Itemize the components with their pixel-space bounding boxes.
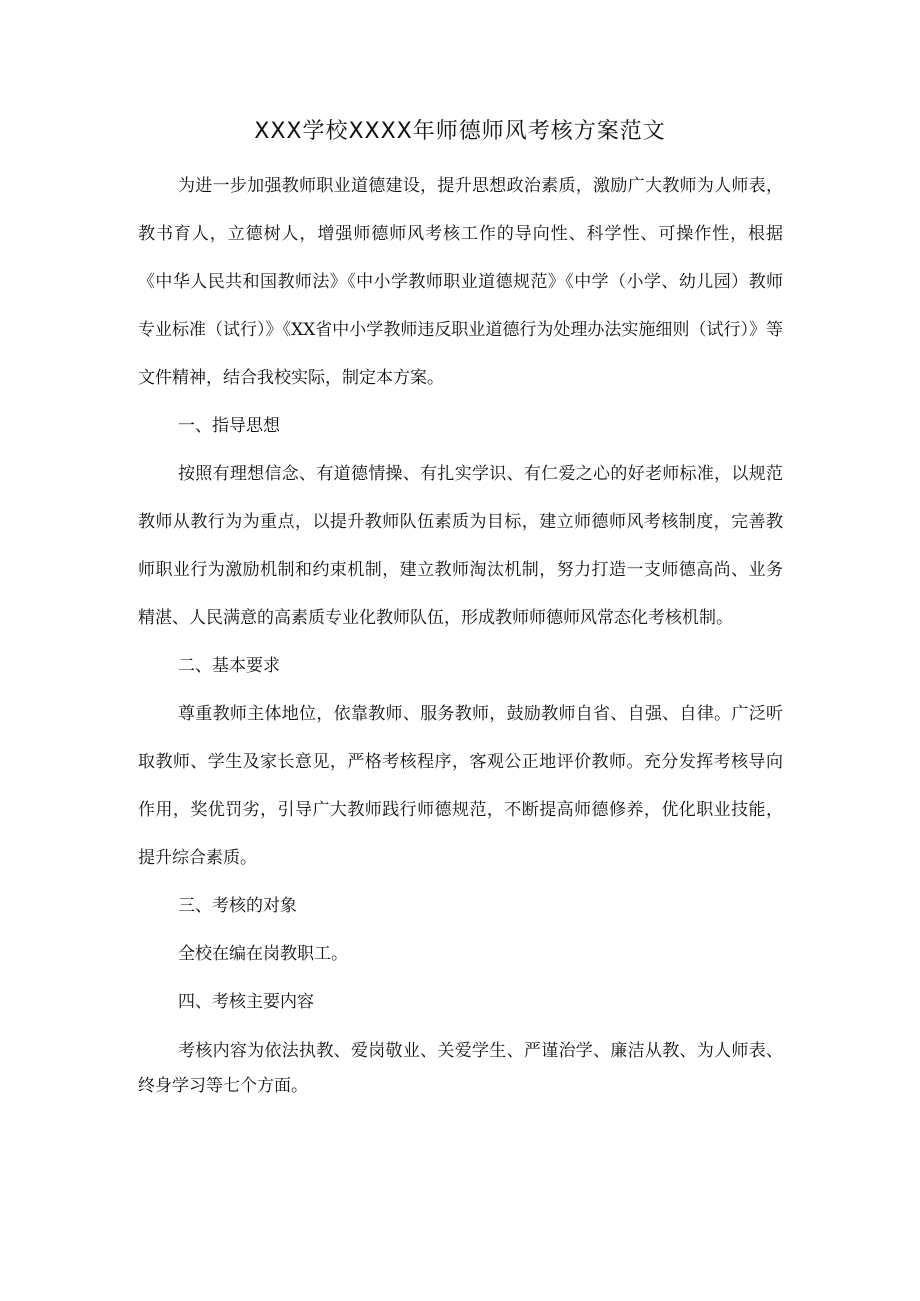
section-body-assessment-content: 考核内容为依法执教、爱岗敬业、关爱学生、严谨治学、廉洁从教、为人师表、终身学习等七个方面。: [138, 1041, 783, 1096]
document-title: XXX学校XXXX年师德师风考核方案范文: [254, 119, 666, 144]
section-heading-assessment-subjects: 三、考核的对象: [178, 896, 297, 916]
section-heading-basic-requirements: 二、基本要求: [178, 656, 280, 676]
section-body-guiding-ideology: 按照有理想信念、有道德情操、有扎实学识、有仁爱之心的好老师标准，以规范教师从教行为为重点，以提升教师队伍素质为目标，建立师德师风考核制度，完善教师职业行为激励机制和约束机制，建立教师淘汰机制，努力打造一支师德高尚、业务精湛、人民满意的高素质专业化教师队伍，形成教师师德师风常态化考核机制。: [138, 464, 783, 628]
section-body-assessment-subjects: 全校在编在岗教职工。: [178, 944, 348, 964]
section-heading-guiding-ideology: 一、指导思想: [178, 416, 280, 436]
section-heading-assessment-content: 四、考核主要内容: [178, 992, 314, 1012]
document-body: [138, 162, 783, 1104]
intro-paragraph: 为进一步加强教师职业道德建设，提升思想政治素质，激励广大教师为人师表，教书育人，立德树人，增强师德师风考核工作的导向性、科学性、可操作性，根据《中华人民共和国教师法》《中小学教师职业道德规范》《中学（小学、幼儿园）教师专业标准（试行）》《XX省中小学教师违反职业道德行为处理办法实施细则（试行）》等文件精神，结合我校实际，制定本方案。: [138, 176, 783, 388]
section-body-basic-requirements: 尊重教师主体地位，依靠教师、服务教师，鼓励教师自省、自强、自律。广泛听取教师、学生及家长意见，严格考核程序，客观公正地评价教师。充分发挥考核导向作用，奖优罚劣，引导广大教师践行师德规范，不断提高师德修养，优化职业技能，提升综合素质。: [138, 704, 783, 868]
